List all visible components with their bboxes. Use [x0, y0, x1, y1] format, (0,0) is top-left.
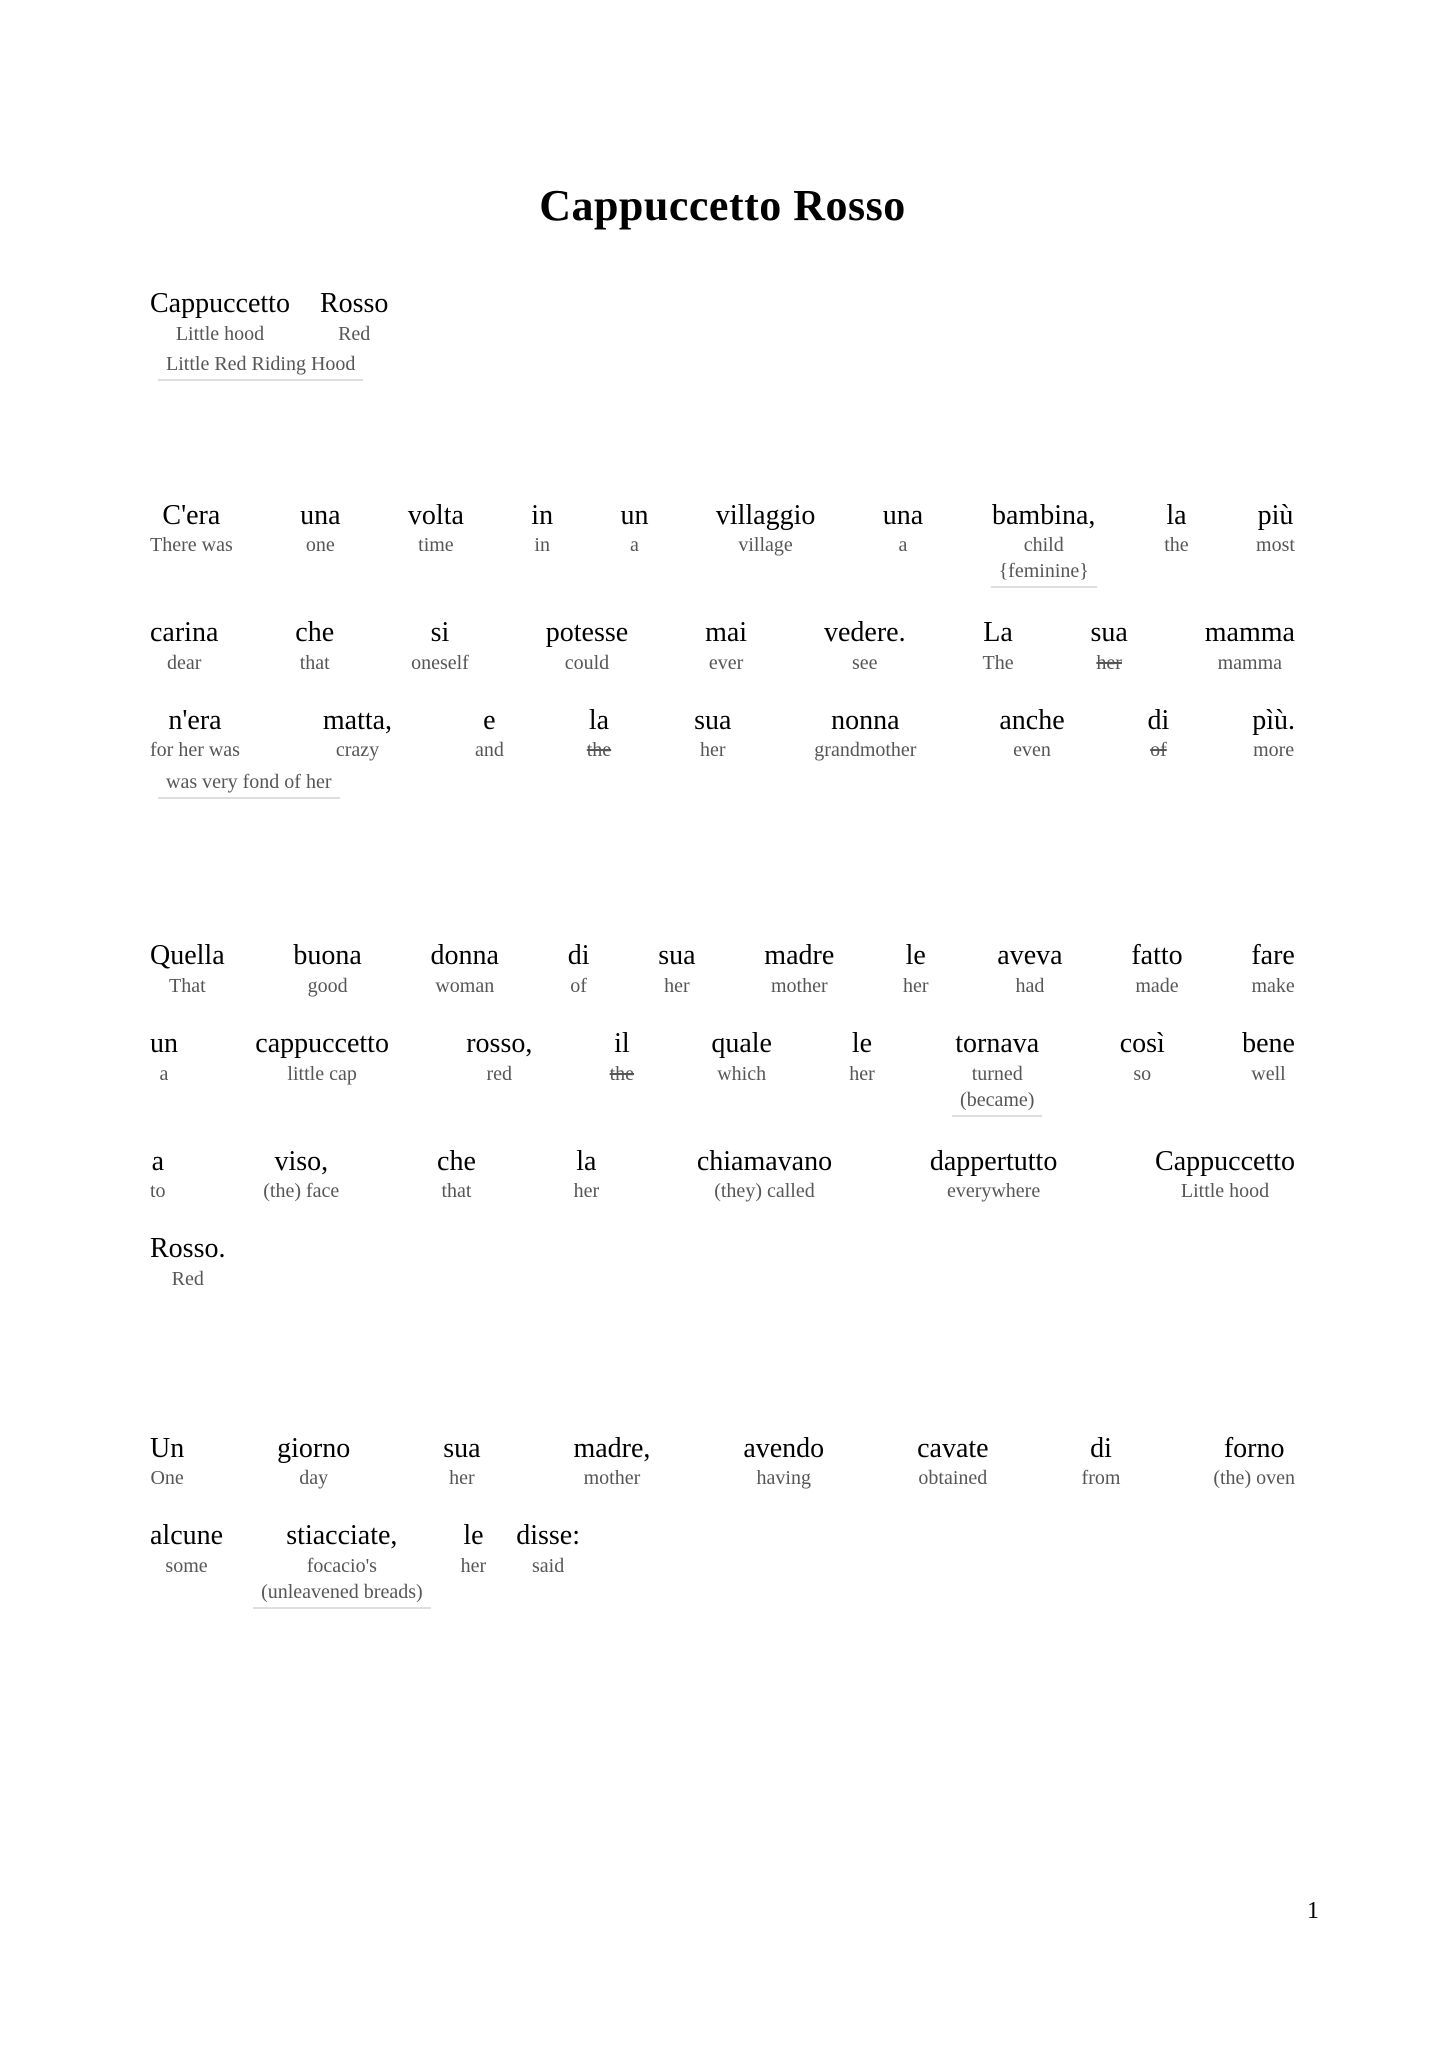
- gloss-word: a: [630, 534, 639, 557]
- interlinear-line: [150, 499, 1295, 589]
- gloss-word: make: [1251, 974, 1295, 997]
- gloss-word: that: [299, 651, 330, 674]
- word-pair: [150, 616, 218, 676]
- gloss-word: could: [564, 651, 610, 674]
- spacer: [150, 1320, 1295, 1432]
- spacer: [150, 387, 1295, 499]
- source-word: La: [983, 617, 1013, 649]
- interlinear-line: [150, 704, 1295, 764]
- source-word: di: [1090, 1432, 1112, 1464]
- word-pair: [573, 1432, 650, 1492]
- gloss-word: some: [165, 1554, 208, 1577]
- gloss-word: woman: [435, 974, 495, 997]
- gloss-word: (the) face: [263, 1180, 340, 1203]
- gloss-word: That: [168, 974, 206, 997]
- spacer: [150, 1123, 1295, 1145]
- word-pair: [443, 1432, 480, 1492]
- gloss-word-struck: the: [586, 739, 612, 762]
- spacer: [150, 682, 1295, 704]
- gloss-word: One: [150, 1467, 184, 1490]
- source-word: aveva: [997, 940, 1063, 972]
- source-word: pìù.: [1252, 704, 1295, 736]
- gloss-word: obtained: [918, 1467, 988, 1490]
- interlinear-line: [150, 1232, 1295, 1292]
- gloss-word: ever: [708, 651, 744, 674]
- spacer: [150, 805, 1295, 827]
- source-word: Rosso: [319, 288, 389, 319]
- source-word: Cappuccetto: [150, 288, 290, 319]
- source-word: più: [1257, 499, 1294, 531]
- source-word: alcune: [150, 1520, 224, 1552]
- source-word: una: [300, 499, 341, 531]
- source-word: disse:: [516, 1520, 580, 1552]
- source-word: mai: [705, 617, 748, 649]
- gloss-word: made: [1135, 974, 1179, 997]
- source-word: la: [576, 1145, 597, 1177]
- source-word: cappuccetto: [255, 1027, 389, 1059]
- gloss-word: her: [699, 739, 726, 762]
- word-pair: [150, 1432, 184, 1492]
- word-pair: [466, 1027, 532, 1087]
- word-pair: [1155, 1145, 1295, 1205]
- word-pair: [277, 1432, 350, 1492]
- source-word: madre,: [573, 1432, 651, 1464]
- word-pair: [658, 939, 695, 999]
- spacer: [150, 1298, 1295, 1320]
- gloss-word: Little hood: [1180, 1180, 1270, 1203]
- gloss-word: to: [150, 1180, 166, 1203]
- word-pair: [411, 616, 469, 676]
- word-pair: [764, 939, 834, 999]
- word-pair: [150, 1519, 223, 1579]
- source-word: le: [851, 1027, 873, 1059]
- source-word: bambina,: [992, 499, 1096, 531]
- gloss-word: focacio's: [306, 1554, 377, 1577]
- word-pair: [295, 616, 334, 676]
- gloss-word: had: [1015, 974, 1045, 997]
- word-pair: [705, 616, 747, 676]
- gloss-word: which: [717, 1062, 767, 1085]
- source-word: la: [588, 704, 610, 736]
- gloss-word: the: [1164, 534, 1189, 557]
- word-pair: [903, 939, 929, 999]
- source-word: il: [614, 1027, 630, 1059]
- gloss-word: dear: [166, 651, 202, 674]
- word-pair: [697, 1145, 832, 1205]
- gloss-word: so: [1133, 1062, 1152, 1085]
- source-word: forno: [1223, 1432, 1285, 1464]
- gloss-word: good: [307, 974, 348, 997]
- source-word: nonna: [831, 704, 900, 736]
- source-word: villaggio: [715, 499, 816, 531]
- word-pair: [150, 287, 290, 347]
- source-word: anche: [999, 704, 1065, 736]
- gloss-word: Little hood: [175, 322, 265, 345]
- document-content: [0, 287, 1445, 1637]
- gloss-word: from: [1081, 1467, 1121, 1490]
- word-pair: [743, 1432, 824, 1492]
- interlinear-line: [150, 1027, 1295, 1117]
- source-word: mamma: [1204, 617, 1295, 649]
- gloss-word: a: [898, 534, 908, 557]
- page-number: 1: [1307, 1898, 1319, 1924]
- interlinear-line: [150, 616, 1295, 676]
- word-pair: [716, 499, 816, 559]
- gloss-word: her: [664, 974, 690, 997]
- gloss-note: (unleavened breads): [253, 1580, 431, 1609]
- word-pair: [531, 499, 553, 559]
- source-word: viso,: [274, 1145, 329, 1177]
- source-word: Quella: [150, 940, 225, 972]
- source-word: vedere.: [823, 617, 906, 649]
- word-pair: [431, 939, 499, 999]
- source-word: matta,: [322, 704, 393, 736]
- free-translation-line: [150, 769, 1295, 799]
- gloss-word: well: [1251, 1062, 1286, 1085]
- source-word: potesse: [545, 617, 629, 649]
- source-word: sua: [1090, 617, 1128, 649]
- gloss-word: day: [299, 1467, 329, 1490]
- word-pair: [475, 704, 504, 764]
- gloss-word: most: [1256, 534, 1295, 557]
- word-pair: [253, 1519, 431, 1609]
- gloss-word: more: [1253, 739, 1295, 762]
- gloss-word: see: [852, 651, 878, 674]
- word-pair: [1131, 939, 1182, 999]
- gloss-word: of: [570, 974, 587, 997]
- source-word: dappertutto: [929, 1145, 1058, 1177]
- gloss-word: said: [531, 1554, 565, 1577]
- word-pair: [1252, 704, 1295, 764]
- source-word: si: [430, 617, 450, 649]
- word-pair: [952, 1027, 1042, 1117]
- source-word: di: [567, 940, 590, 972]
- word-pair: [1256, 499, 1295, 559]
- word-pair: [824, 616, 906, 676]
- word-pair: [150, 704, 240, 764]
- word-pair: [293, 939, 361, 999]
- gloss-word: mother: [583, 1467, 641, 1490]
- gloss-word: oneself: [411, 651, 469, 674]
- source-word: un: [620, 499, 649, 531]
- word-pair: [1148, 704, 1170, 764]
- source-word: chiamavano: [696, 1145, 833, 1177]
- word-pair: [694, 704, 731, 764]
- word-pair: [849, 1027, 875, 1087]
- paragraph-block: [150, 1432, 1295, 1637]
- word-pair: [150, 499, 233, 559]
- word-pair: [150, 1145, 166, 1205]
- word-pair: [1091, 616, 1128, 676]
- source-word: sua: [658, 940, 696, 972]
- source-word: così: [1119, 1027, 1165, 1059]
- word-pair: [983, 616, 1014, 676]
- gloss-word: village: [738, 534, 793, 557]
- gloss-word: having: [756, 1467, 811, 1490]
- word-pair: [150, 1232, 225, 1292]
- word-pair: [408, 499, 464, 559]
- word-pair: [323, 704, 392, 764]
- source-word: Un: [150, 1432, 185, 1464]
- gloss-word: turned: [971, 1062, 1023, 1085]
- word-pair: [516, 1519, 580, 1579]
- gloss-word: mamma: [1217, 651, 1283, 674]
- word-pair: [814, 704, 916, 764]
- word-pair: [1120, 1027, 1165, 1087]
- source-word: sua: [443, 1432, 481, 1464]
- interlinear-line: [150, 1519, 1295, 1609]
- source-word: cavate: [917, 1432, 989, 1464]
- source-word: la: [1166, 499, 1187, 531]
- word-pair: [620, 499, 648, 559]
- word-pair: [255, 1027, 389, 1087]
- gloss-word: The: [982, 651, 1014, 674]
- source-word: n'era: [168, 704, 222, 736]
- interlinear-line: [150, 287, 1295, 347]
- gloss-word: (the) oven: [1213, 1467, 1295, 1490]
- gloss-note: (became): [952, 1088, 1042, 1117]
- spacer: [150, 1210, 1295, 1232]
- spacer: [150, 827, 1295, 939]
- paragraph-block: [150, 499, 1295, 828]
- word-pair: [610, 1027, 634, 1087]
- word-pair: [883, 499, 923, 559]
- word-pair: [930, 1145, 1058, 1205]
- word-pair: [150, 1027, 178, 1087]
- word-pair: [1205, 616, 1295, 676]
- source-word: quale: [711, 1027, 772, 1059]
- title-interlinear-block: [150, 287, 1295, 381]
- paragraph-block: [150, 939, 1295, 1319]
- word-pair: [1213, 1432, 1295, 1492]
- source-word: rosso,: [466, 1027, 533, 1059]
- gloss-word: that: [441, 1180, 472, 1203]
- spacer: [150, 594, 1295, 616]
- word-pair: [300, 499, 340, 559]
- word-pair: [461, 1519, 487, 1579]
- gloss-word: and: [474, 739, 504, 762]
- source-word: Cappuccetto: [1155, 1145, 1295, 1177]
- source-word: avendo: [743, 1432, 825, 1464]
- source-word: una: [882, 499, 924, 531]
- gloss-word: a: [159, 1062, 169, 1085]
- paragraph-container: [150, 499, 1295, 1637]
- source-word: a: [151, 1145, 164, 1177]
- word-pair: [1251, 939, 1295, 999]
- source-word: che: [295, 617, 335, 649]
- gloss-word: grandmother: [814, 739, 917, 762]
- gloss-word: everywhere: [946, 1180, 1041, 1203]
- gloss-word: her: [460, 1554, 487, 1577]
- source-word: sua: [694, 704, 732, 736]
- gloss-word: her: [449, 1467, 475, 1490]
- word-pair: [437, 1145, 476, 1205]
- gloss-word: her: [903, 974, 929, 997]
- word-pair: [917, 1432, 989, 1492]
- word-pair: [263, 1145, 339, 1205]
- word-pair: [711, 1027, 772, 1087]
- spacer: [150, 1497, 1295, 1519]
- gloss-word: crazy: [335, 739, 380, 762]
- source-word: e: [483, 704, 496, 736]
- gloss-word-struck: the: [609, 1062, 635, 1085]
- gloss-word: There was: [150, 534, 233, 557]
- gloss-word: her: [573, 1180, 600, 1203]
- gloss-word: red: [486, 1062, 513, 1085]
- source-word: le: [463, 1520, 484, 1552]
- gloss-note: {feminine}: [991, 559, 1097, 588]
- free-translation-text: was very fond of her: [158, 770, 340, 799]
- spacer: [150, 1005, 1295, 1027]
- source-word: un: [150, 1027, 178, 1059]
- gloss-word: little cap: [287, 1062, 357, 1085]
- word-pair: [320, 287, 388, 347]
- source-word: in: [531, 499, 554, 531]
- free-translation-line: [150, 351, 1295, 381]
- gloss-word: Red: [171, 1267, 204, 1290]
- source-word: volta: [407, 499, 464, 531]
- gloss-word: for her was: [150, 739, 240, 762]
- interlinear-line: [150, 1432, 1295, 1492]
- source-word: stiacciate,: [286, 1520, 398, 1552]
- source-word: Rosso.: [150, 1233, 226, 1265]
- source-word: le: [905, 940, 926, 972]
- word-pair: [997, 939, 1062, 999]
- interlinear-line: [150, 939, 1295, 999]
- word-pair: [150, 939, 225, 999]
- page-title: Cappuccetto Rosso: [539, 181, 906, 230]
- gloss-word: one: [305, 534, 335, 557]
- word-pair: [546, 616, 628, 676]
- source-word: donna: [430, 940, 499, 972]
- gloss-word-struck: of: [1150, 739, 1167, 762]
- gloss-word: in: [534, 534, 550, 557]
- gloss-word: child: [1023, 534, 1064, 557]
- source-word: tornava: [955, 1027, 1040, 1059]
- source-word: C'era: [162, 499, 221, 531]
- source-word: di: [1147, 704, 1170, 736]
- source-word: che: [437, 1145, 476, 1177]
- gloss-word: Red: [338, 322, 371, 345]
- source-word: giorno: [277, 1432, 351, 1464]
- word-pair: [568, 939, 590, 999]
- spacer: [150, 1615, 1295, 1637]
- source-word: fatto: [1131, 940, 1183, 972]
- gloss-word: mother: [770, 974, 828, 997]
- gloss-word-struck: her: [1096, 651, 1122, 674]
- gloss-word: time: [418, 534, 454, 557]
- gloss-word: even: [1013, 739, 1051, 762]
- word-pair: [1164, 499, 1188, 559]
- word-pair: [999, 704, 1064, 764]
- source-word: madre: [764, 940, 835, 972]
- gloss-word: her: [849, 1062, 875, 1085]
- source-word: buona: [293, 940, 362, 972]
- word-pair: [1082, 1432, 1121, 1492]
- source-word: fare: [1251, 940, 1295, 972]
- free-translation-text: Little Red Riding Hood: [158, 352, 363, 381]
- source-word: carina: [150, 617, 219, 649]
- word-pair: [991, 499, 1097, 589]
- word-pair: [587, 704, 611, 764]
- word-pair: [1242, 1027, 1295, 1087]
- interlinear-line: [150, 1145, 1295, 1205]
- word-pair: [574, 1145, 600, 1205]
- gloss-word: (they) called: [714, 1180, 815, 1203]
- source-word: bene: [1242, 1027, 1295, 1059]
